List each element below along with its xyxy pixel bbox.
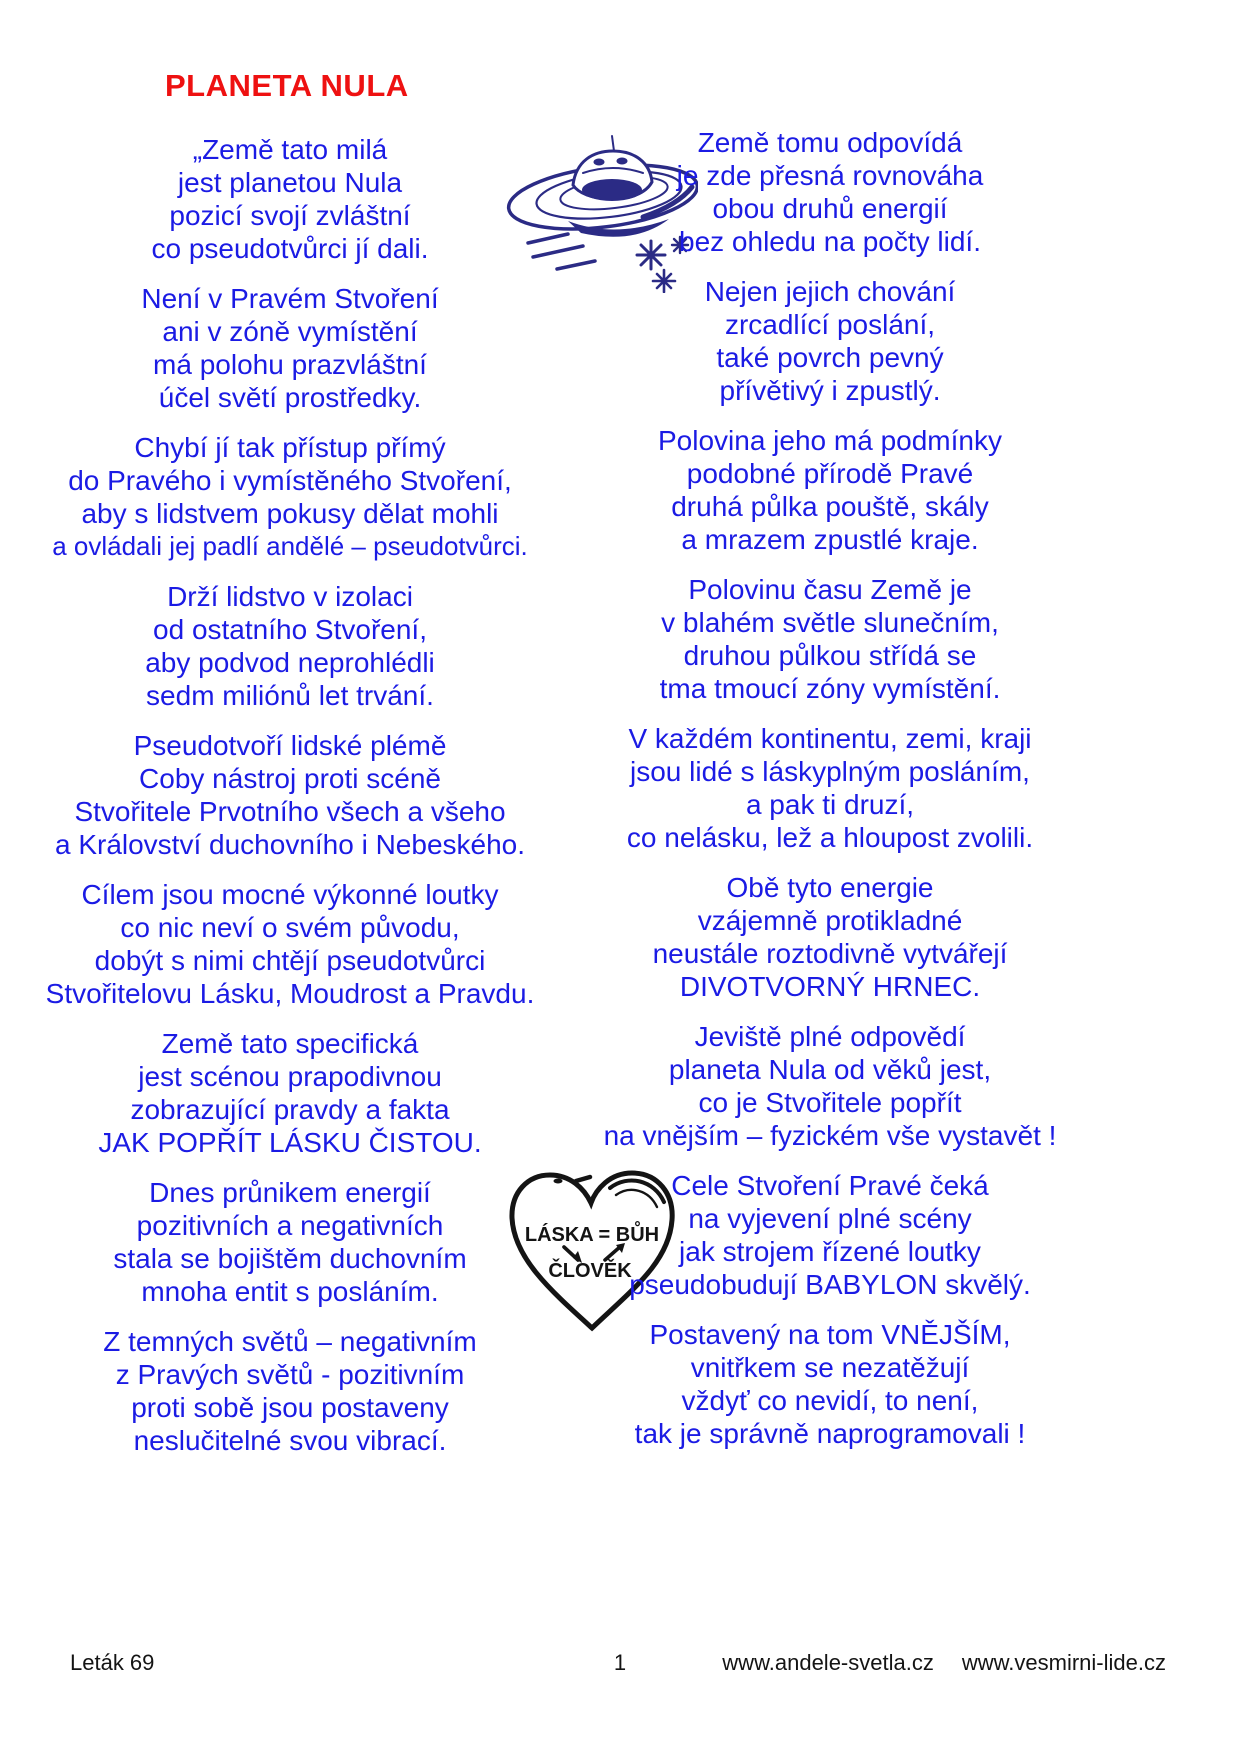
- poem-column-right: [590, 126, 1070, 1467]
- poem-stanza: [45, 133, 535, 265]
- poem-line: v blahém světle slunečním,: [661, 607, 999, 638]
- poem-line: má polohu prazvláštní: [153, 349, 427, 380]
- footer-link-vesmirni-lide: www.vesmirni-lide.cz: [961, 1650, 1166, 1675]
- poem-line: co nelásku, lež a hloupost zvolili.: [626, 822, 1034, 853]
- poem-line: zobrazující pravdy a fakta: [130, 1094, 450, 1125]
- poem-line: Postavený na tom VNĚJŠÍM,: [649, 1319, 1011, 1350]
- poem-stanza: [45, 878, 535, 1010]
- poem-line: a mrazem zpustlé kraje.: [681, 524, 979, 555]
- poem-line: pozitivních a negativních: [136, 1210, 444, 1241]
- heart-top-label: LÁSKA = BŮH: [524, 1224, 660, 1246]
- poem-stanza: [590, 1318, 1070, 1450]
- poem-line: Není v Pravém Stvoření: [141, 283, 439, 314]
- poem-line: tma tmoucí zóny vymístění.: [659, 673, 1001, 704]
- poem-line: Polovina jeho má podmínky: [658, 425, 1002, 456]
- poem-line: Pseudotvoří lidské plémě: [133, 730, 447, 761]
- poem-line: na vyjevení plné scény: [688, 1203, 972, 1234]
- poem-line: bez ohledu na počty lidí.: [679, 226, 981, 257]
- poem-line: dobýt s nimi chtějí pseudotvůrci: [94, 945, 486, 976]
- poem-line: „Země tato milá: [192, 134, 388, 165]
- page-footer: [0, 1650, 1240, 1680]
- poem-stanza: [45, 729, 535, 861]
- poem-line: obou druhů energií: [712, 193, 948, 224]
- poem-line: V každém kontinentu, zemi, kraji: [628, 723, 1032, 754]
- page-title: PLANETA NULA: [165, 68, 409, 103]
- footer-link-andele-svetla: www.andele-svetla.cz: [722, 1650, 934, 1675]
- poem-line: druhou půlkou střídá se: [683, 640, 977, 671]
- poem-line: vnitřkem se nezatěžují: [690, 1352, 970, 1383]
- poem-line: stala se bojištěm duchovním: [113, 1243, 467, 1274]
- poem-stanza: [590, 126, 1070, 258]
- poem-line: účel světí prostředky.: [158, 382, 422, 413]
- poem-stanza: [45, 1176, 535, 1308]
- poem-line: z Pravých světů - pozitivním: [115, 1359, 465, 1390]
- poem-line: také povrch pevný: [716, 342, 944, 373]
- poem-line: co je Stvořitele popřít: [698, 1087, 962, 1118]
- poem-line: Jeviště plné odpovědí: [694, 1021, 966, 1052]
- poem-stanza: [45, 431, 535, 563]
- poem-line: jak strojem řízené loutky: [679, 1236, 981, 1267]
- poem-stanza: [590, 1169, 1070, 1301]
- poem-line: a Království duchovního i Nebeského.: [54, 829, 526, 860]
- poem-line: přívětivý i zpustlý.: [719, 375, 941, 406]
- poem-line: Země tato specifická: [161, 1028, 419, 1059]
- poem-stanza: [590, 573, 1070, 705]
- poem-line: jest scénou prapodivnou: [138, 1061, 442, 1092]
- poem-stanza: [45, 282, 535, 414]
- poem-line: Dnes průnikem energií: [149, 1177, 431, 1208]
- page-number: 1: [613, 1650, 627, 1675]
- poem-line: Coby nástroj proti scéně: [139, 763, 441, 794]
- poem-line: DIVOTVORNÝ HRNEC.: [679, 971, 981, 1002]
- poem-line: je zde přesná rovnováha: [676, 160, 984, 191]
- poem-line: vždyť co nevidí, to není,: [681, 1385, 979, 1416]
- poem-line: pseudobudují BABYLON skvělý.: [629, 1269, 1031, 1300]
- poem-stanza: [590, 424, 1070, 556]
- poem-line: jsou lidé s láskyplným posláním,: [630, 756, 1030, 787]
- poem-line: neslučitelné svou vibrací.: [133, 1425, 447, 1456]
- poem-line: od ostatního Stvoření,: [153, 614, 427, 645]
- poem-column-left: [45, 133, 535, 1474]
- poem-line: ani v zóně vymístění: [162, 316, 418, 347]
- poem-line: do Pravého i vymístěného Stvoření,: [68, 465, 512, 496]
- poem-line: jest planetou Nula: [177, 167, 403, 198]
- poem-stanza: [590, 722, 1070, 854]
- poem-stanza: [590, 1020, 1070, 1152]
- poem-line: na vnějším – fyzickém vše vystavět !: [603, 1120, 1057, 1151]
- poem-line: Nejen jejich chování: [704, 276, 956, 307]
- poem-line: Stvořitele Prvotního všech a všeho: [74, 796, 506, 827]
- poem-line: Cílem jsou mocné výkonné loutky: [81, 879, 499, 910]
- poem-line: zrcadlící poslání,: [724, 309, 936, 340]
- poem-line: Drží lidstvo v izolaci: [167, 581, 413, 612]
- footer-links: [722, 1650, 1166, 1676]
- poem-line: sedm miliónů let trvání.: [146, 680, 434, 711]
- poem-stanza: [45, 580, 535, 712]
- poem-line: proti sobě jsou postaveny: [131, 1392, 449, 1423]
- poem-line: Cele Stvoření Pravé čeká: [671, 1170, 989, 1201]
- poem-line: Stvořitelovu Lásku, Moudrost a Pravdu.: [45, 978, 535, 1009]
- poem-line: co pseudotvůrci jí dali.: [151, 233, 429, 264]
- heart-bottom-label: ČLOVĚK: [548, 1260, 632, 1282]
- poem-stanza: [590, 871, 1070, 1003]
- poem-line: pozicí svojí zvláštní: [169, 200, 411, 231]
- poem-line: planeta Nula od věků jest,: [668, 1054, 992, 1085]
- poem-stanza: [590, 275, 1070, 407]
- poem-line: mnoha entit s posláním.: [141, 1276, 439, 1307]
- leaflet-number-label: Leták 69: [70, 1650, 155, 1675]
- poem-line: Země tomu odpovídá: [697, 127, 963, 158]
- poem-line: tak je správně naprogramovali !: [634, 1418, 1026, 1449]
- poem-line: a ovládali jej padlí andělé – pseudotvůrci.: [52, 531, 528, 561]
- poem-stanza: [45, 1325, 535, 1457]
- poem-line: Z temných světů – negativním: [103, 1326, 477, 1357]
- poem-line: druhá půlka pouště, skály: [671, 491, 989, 522]
- poem-line: Obě tyto energie: [726, 872, 934, 903]
- poem-line: vzájemně protikladné: [697, 905, 963, 936]
- poem-stanza: [45, 1027, 535, 1159]
- poem-line: a pak ti druzí,: [745, 789, 915, 820]
- poem-line: co nic neví o svém původu,: [120, 912, 460, 943]
- poem-line: neustále roztodivně vytvářejí: [652, 938, 1008, 969]
- poem-line: aby podvod neprohlédli: [145, 647, 435, 678]
- poem-line: aby s lidstvem pokusy dělat mohli: [81, 498, 499, 529]
- poem-line: Polovinu času Země je: [688, 574, 972, 605]
- poem-line: podobné přírodě Pravé: [686, 458, 974, 489]
- poem-line: JAK POPŘÍT LÁSKU ČISTOU.: [98, 1127, 482, 1158]
- poem-line: Chybí jí tak přístup přímý: [134, 432, 446, 463]
